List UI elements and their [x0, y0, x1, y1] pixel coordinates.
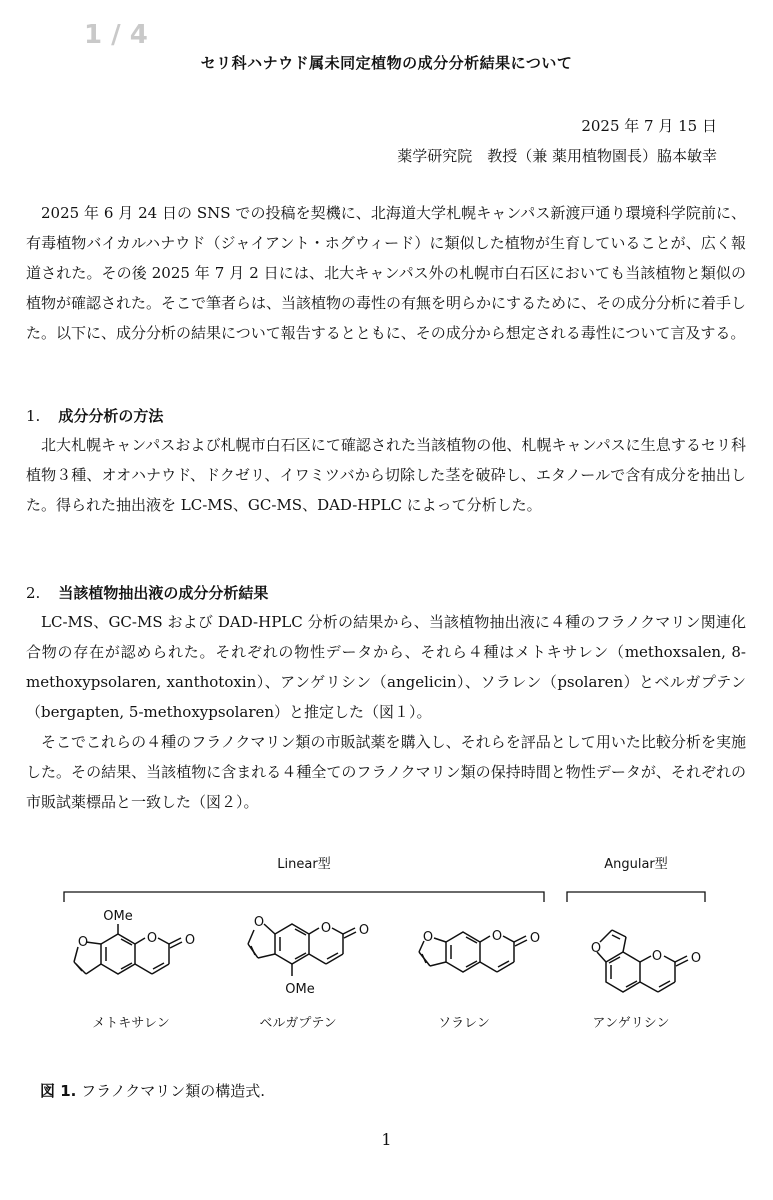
group-brackets [64, 892, 705, 902]
section-2-body-1: LC-MS、GC-MS および DAD-HPLC 分析の結果から、当該植物抽出液に４種のフラノクマリン関連化合物の存在が認められた。それぞれの物性データから、それら４種はメトキサレン（methoxsalen, 8-methoxypsolaren, xanthotoxin）、アンゲリシン（angelicin）、ソラレン（psolaren）とベルガプテン（bergapten, 5-methoxypsolaren）と推定した（図１）。 [26, 613, 746, 721]
figure-1-caption [40, 1080, 265, 1101]
svg-text:O: O [690, 951, 702, 966]
intro-paragraph: 2025 年 6 月 24 日の SNS での投稿を契機に、北海道大学札幌キャンパス新渡戸通り環境科学院前に、有毒植物バイカルハナウド（ジャイアント・ホグウィード）に類似した植物が生育していることが、広く報道された。その後 2025 年 7 月 2 日には、北大キャンパス外の札幌市白石区においても当該植物と類似の植物が確認された。そこで筆者らは、当該植物の毒性の有無を明らかにするために、その成分分析に着手した。以下に、成分分析の結果について報告するとともに、その成分から想定される毒性について言及する。 [26, 204, 747, 342]
svg-text:O: O [651, 949, 663, 964]
svg-text:OMe: OMe [103, 909, 133, 924]
svg-text:OMe: OMe [285, 982, 315, 997]
svg-text:O: O [320, 921, 332, 936]
figure-1 [0, 850, 773, 1050]
angular-group-label: Angular型 [604, 857, 668, 872]
psoralen-structure [419, 932, 527, 972]
methoxsalen-structure [74, 924, 182, 974]
document-date: 2025 年 7 月 15 日 [581, 117, 717, 135]
furanocoumarin-structures [0, 850, 773, 1050]
section-1-number: 1. [26, 407, 41, 425]
svg-text:O: O [184, 933, 196, 948]
compound-name-bergapten: ベルガプテン [259, 1016, 337, 1031]
angelicin-structure [597, 930, 688, 992]
section-1-title: 成分分析の方法 [58, 407, 164, 425]
section-2-title: 当該植物抽出液の成分分析結果 [58, 584, 269, 602]
compound-name-angelicin: アンゲリシン [592, 1016, 670, 1031]
compound-name-psoralen: ソラレン [438, 1016, 490, 1031]
figure-1-caption-text: フラノクマリン類の構造式. [76, 1082, 265, 1100]
page-counter: 1 / 4 [84, 20, 148, 50]
svg-text:O: O [146, 931, 158, 946]
section-1-body: 北大札幌キャンパスおよび札幌市白石区にて確認された当該植物の他、札幌キャンパスに生息するセリ科植物３種、オオハナウド、ドクゼリ、イワミツバから切除した茎を破砕し、エタノールで含有成分を抽出した。得られた抽出液を LC-MS、GC-MS、DAD-HPLC によって分析した。 [26, 436, 746, 514]
svg-text:O: O [422, 930, 434, 945]
section-2-number: 2. [26, 584, 41, 602]
compound-name-methoxsalen: メトキサレン [92, 1016, 170, 1031]
section-2-body-2: そこでこれらの４種のフラノクマリン類の市販試薬を購入し、それらを評品として用いた比較分析を実施した。その結果、当該植物に含まれる４種全てのフラノクマリン類の保持時間と物性データが、それぞれの市販試薬標品と一致した（図２）。 [26, 733, 746, 811]
svg-text:O: O [358, 923, 370, 938]
svg-text:O: O [253, 915, 265, 930]
linear-group-label: Linear型 [277, 857, 331, 872]
svg-text:O: O [491, 929, 503, 944]
section-2-heading [26, 582, 268, 603]
figure-1-caption-label: 図 1. [40, 1082, 77, 1100]
document-author: 薬学研究院 教授（兼 薬用植物園長）脇本敏幸 [397, 147, 717, 165]
section-1-heading [26, 405, 163, 426]
svg-text:O: O [590, 941, 602, 956]
page-number: 1 [381, 1130, 392, 1149]
svg-text:O: O [77, 935, 89, 950]
document-title: セリ科ハナウド属未同定植物の成分分析結果について [200, 54, 573, 72]
svg-text:O: O [529, 931, 541, 946]
bergapten-structure [248, 924, 356, 976]
